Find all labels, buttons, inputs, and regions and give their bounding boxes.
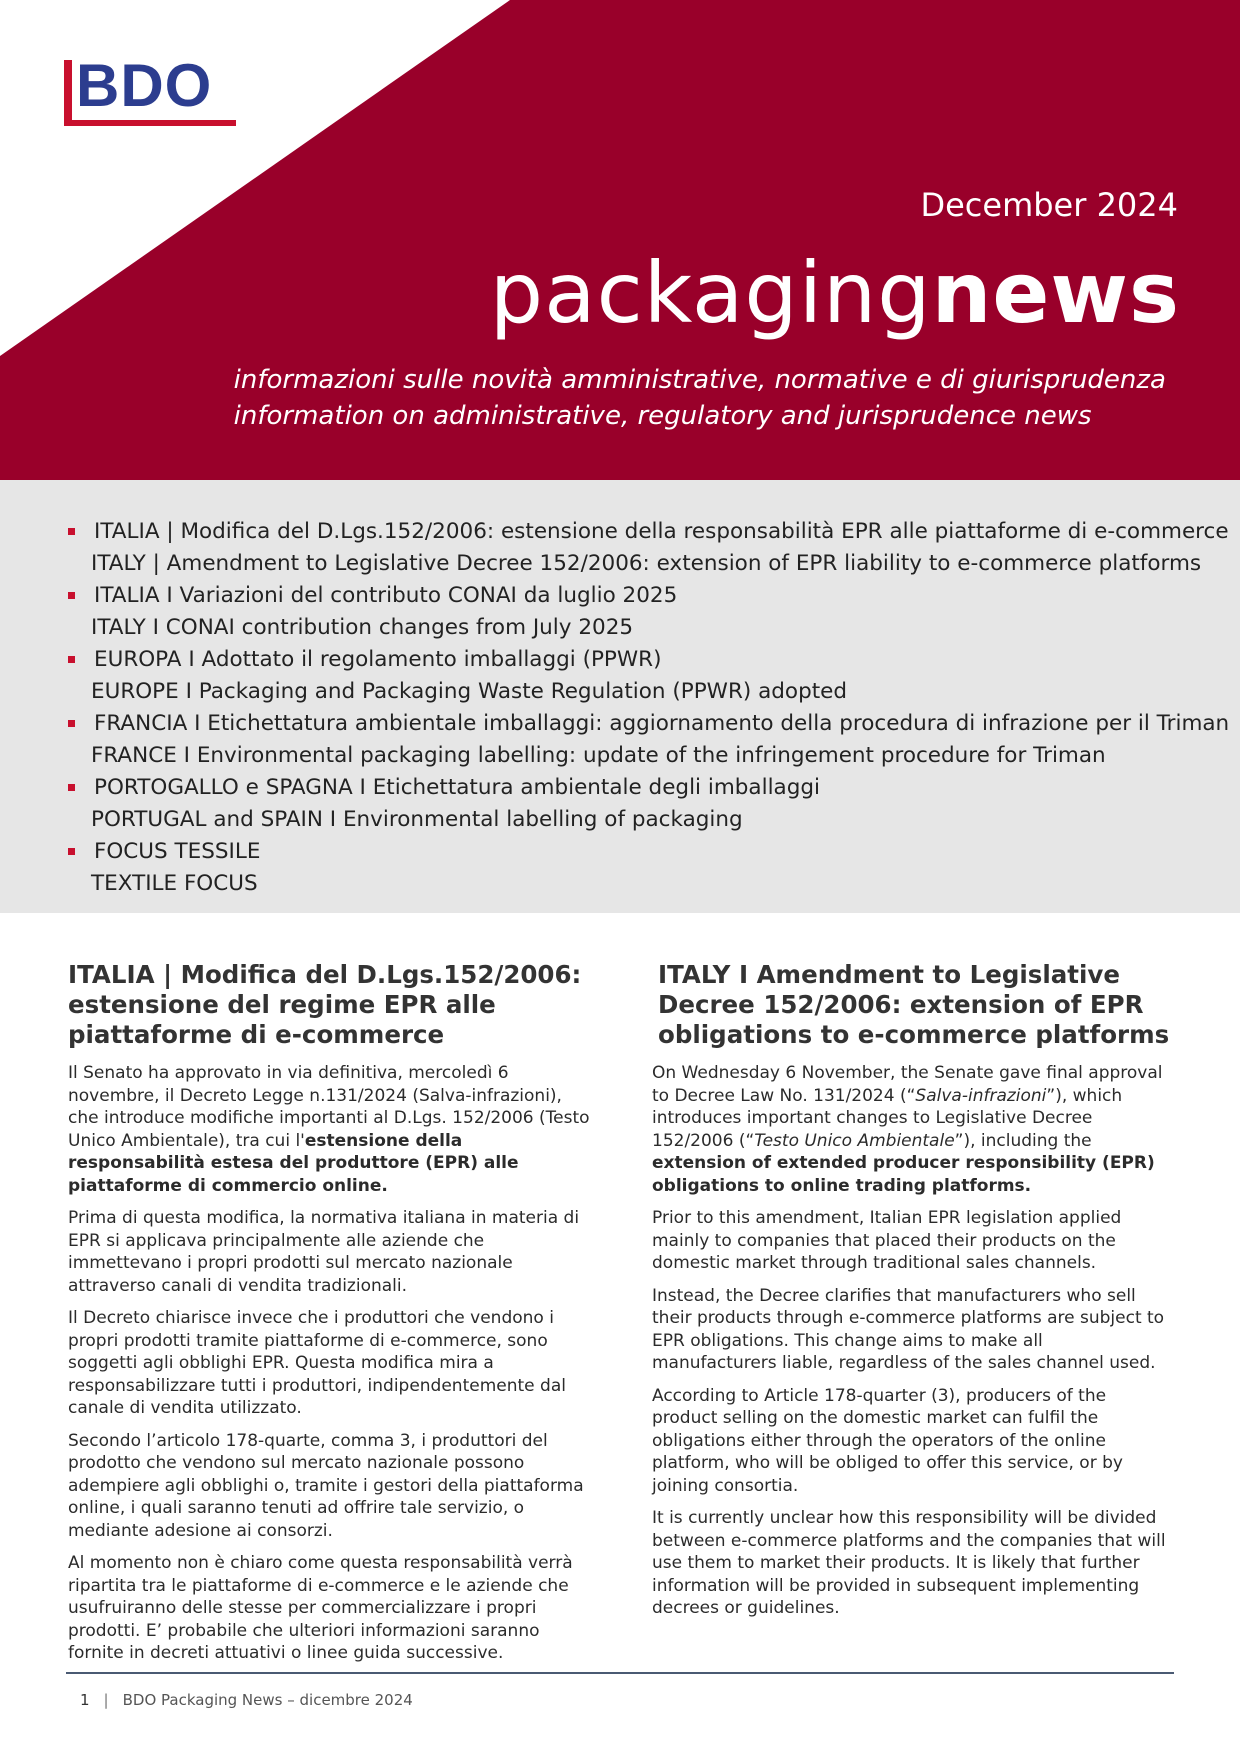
logo-red-bar [64,60,72,120]
logo-text: BDO [76,52,213,119]
article-heading: ITALY I Amendment to Legislative Decree 152/2006: extension of EPR obligations to e-commerce platforms [658,960,1170,1049]
page-footer [80,1691,413,1709]
subtitle-english: information on administrative, regulatory and jurisprudence news [233,401,1092,431]
paragraph-bold-text: extension of extended producer responsibility (EPR) obligations to online trading platforms. [652,1153,1155,1196]
footer-divider [66,1672,1174,1674]
toc-item[interactable] [64,516,1240,580]
paragraph-text: Il Senato ha approvato in via definitiva, mercoledì 6 novembre, il Decreto Legge n.131/2024 (Salva-infrazioni), che introduce modifiche importanti al D.Lgs. 152/2006 (Testo Unico Ambientale), tra cui l' [68,1063,590,1151]
article-paragraph: Il Decreto chiarisce invece che i produttori che vendono i propri prodotti tramite piattaforme di e-commerce, sono soggetti agli obblighi EPR. Questa modifica mira a responsabilizzare tutti i produttori, indipendentemente dal canale di vendita utilizzato. [68,1308,566,1418]
toc-item-english: PORTUGAL and SPAIN I Environmental labelling of packaging [91,807,743,832]
paragraph-italic-text: Salva-infrazioni [915,1085,1047,1106]
toc-item[interactable] [64,580,1240,644]
toc-item[interactable] [64,644,1240,708]
toc-item-english: EUROPE I Packaging and Packaging Waste Regulation (PPWR) adopted [91,679,848,704]
article-paragraph: It is currently unclear how this responsibility will be divided between e-commerce platforms and the companies that will use them to market their products. It is likely that further information will be provided in subsequent implementing decrees or guidelines. [652,1508,1166,1618]
title-light: packaging [489,244,932,342]
footer-separator: | [103,1691,109,1709]
toc-item-english: TEXTILE FOCUS [91,871,258,896]
article-paragraph [68,1062,593,1197]
subtitle-italian: informazioni sulle novità amministrative, normative e di giurisprudenza [233,365,1166,395]
article-heading: ITALIA | Modifica del D.Lgs.152/2006: estensione del regime EPR alle piattaforme di e-commerce [68,960,582,1049]
article-paragraph: Al momento non è chiaro come questa responsabilità verrà ripartita tra le piattaforme di e-commerce e le aziende che usufruiranno delle stesse per commercializzare i propri prodotti. E’ probabile che ulteriori informazioni saranno fornite in decreti attuativi o linee guida successive. [68,1553,573,1663]
paragraph-text: On Wednesday 6 November, the Senate gave final approval to Decree Law No. 131/2024 (“ [652,1063,1163,1106]
toc-item-italian: EUROPA I Adottato il regolamento imballaggi (PPWR) [94,647,662,672]
toc-item-italian: ITALIA I Variazioni del contributo CONAI da luglio 2025 [94,583,678,608]
paragraph-italic-text: Testo Unico Ambientale [754,1130,955,1151]
paragraph-text: ”), which introduces important changes to Legislative Decree 152/2006 (“ [652,1085,1123,1151]
toc-item-italian: ITALIA | Modifica del D.Lgs.152/2006: estensione della responsabilità EPR alle piattaforme di e-commerce [94,519,1229,544]
article-paragraph: Prima di questa modifica, la normativa italiana in materia di EPR si applicava principalmente alle aziende che immettevano i propri prodotti sul mercato nazionale attraverso canali di vendita tradizionali. [68,1208,580,1296]
title-bold: news [931,244,1180,342]
article-italian [68,960,593,1675]
bullet-icon [68,784,75,791]
bullet-icon [68,528,75,535]
paragraph-bold-text: estensione della responsabilità estesa del produttore (EPR) alle piattaforme di commercio online. [68,1130,519,1196]
toc-item[interactable] [64,836,1240,900]
toc-item-italian: PORTOGALLO e SPAGNA I Etichettatura ambientale degli imballaggi [94,775,820,800]
article-paragraph: Secondo l’articolo 178-quarte, comma 3, i produttori del prodotto che vendono sul mercato nazionale possono adempiere agli obblighi o, tramite i gestori della piattaforma online, i quali saranno tenuti ad offrire tale servizio, o mediante adesione ai consorzi. [68,1430,584,1541]
article-paragraph: According to Article 178-quarter (3), producers of the product selling on the domestic market can fulfil the obligations either through the operators of the online platform, who will be obliged to offer this service, or by joining consortia. [652,1385,1123,1496]
bullet-icon [68,592,75,599]
page-number: 1 [80,1691,90,1709]
toc-item-english: ITALY | Amendment to Legislative Decree 152/2006: extension of EPR liability to e-commerce platforms [91,551,1202,576]
toc-item[interactable] [64,708,1240,772]
newsletter-title [489,244,1180,342]
bdo-logo [64,52,236,126]
bullet-icon [68,720,75,727]
newsletter-subtitle [234,362,1166,434]
toc-item-italian: FOCUS TESSILE [94,839,261,864]
toc-item-italian: FRANCIA I Etichettatura ambientale imballaggi: aggiornamento della procedura di infrazione per il Triman [94,711,1230,736]
bullet-icon [68,848,75,855]
table-of-contents [0,480,1240,913]
bullet-icon [68,656,75,663]
article-english [652,960,1172,1630]
logo-underline [64,120,236,126]
paragraph-text: ”), including the [954,1130,1092,1151]
article-paragraph: Prior to this amendment, Italian EPR legislation applied mainly to companies that placed their products on the domestic market through traditional sales channels. [652,1208,1122,1273]
toc-item[interactable] [64,772,1240,836]
issue-date: December 2024 [920,186,1178,224]
toc-item-english: ITALY I CONAI contribution changes from July 2025 [91,615,634,640]
toc-item-english: FRANCE I Environmental packaging labelling: update of the infringement procedure for Triman [91,743,1106,768]
masthead [0,0,1240,480]
article-paragraph [652,1062,1172,1197]
article-paragraph: Instead, the Decree clarifies that manufacturers who sell their products through e-commerce platforms are subject to EPR obligations. This change aims to make all manufacturers liable, regardless of the sales channel used. [652,1285,1165,1373]
footer-text: BDO Packaging News – dicembre 2024 [122,1691,413,1709]
